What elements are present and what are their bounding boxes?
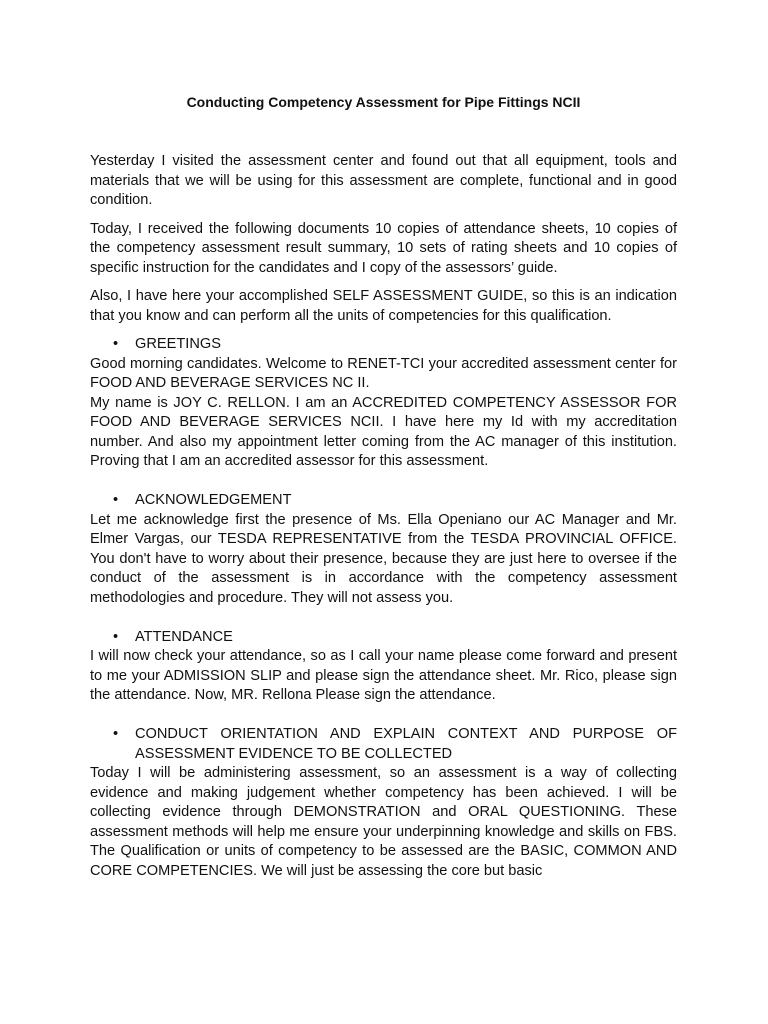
section-body-paragraph: Good morning candidates. Welcome to RENET-TCI your accredited assessment center for FOOD AND BEVERAGE SERVICES NC II. xyxy=(90,355,677,391)
section-attendance xyxy=(90,628,677,706)
section-greetings xyxy=(90,335,677,472)
document-title: Conducting Competency Assessment for Pipe Fittings NCII xyxy=(186,94,581,110)
section-body-paragraph: I will now check your attendance, so as I call your name please come forward and present to me your ADMISSION SLIP and please sign the attendance sheet. Mr. Rico, please sign the attendance. Now, MR. Rellona Please sign the attendance. xyxy=(90,648,677,703)
intro-paragraph-1: Yesterday I visited the assessment center and found out that all equipment, tools and materials that we will be using for this assessment are complete, functional and in good condition. xyxy=(90,153,677,208)
intro-paragraph-3: Also, I have here your accomplished SELF ASSESSMENT GUIDE, so this is an indication that you know and can perform all the units of competencies for this qualification. xyxy=(90,288,677,324)
section-body-paragraph: Today I will be administering assessment, so an assessment is a way of collecting evidence and making judgement whether competency has been achieved. I will be collecting evidence through DEMONSTRATION and ORAL QUESTIONING. These assessment methods will help me ensure your underpinning knowledge and skills on FBS. The Qualification or units of competency to be assessed are the BASIC, COMMON AND CORE COMPETENCIES. We will just be assessing the core but basic xyxy=(90,765,677,879)
bullet-icon: • xyxy=(113,492,119,508)
section-body-paragraph: My name is JOY C. RELLON. I am an ACCREDITED COMPETENCY ASSESSOR FOR FOOD AND BEVERAGE SERVICES NCII. I have here my Id with my accreditation number. And also my appointment letter coming from the AC manager of this institution. Proving that I am an accredited assessor for this assessment. xyxy=(90,394,677,469)
section-heading: ACKNOWLEDGEMENT xyxy=(135,492,292,508)
bullet-icon: • xyxy=(113,726,119,742)
section-heading: ATTENDANCE xyxy=(135,628,233,645)
section-acknowledgement xyxy=(90,491,677,608)
section-heading: CONDUCT ORIENTATION AND EXPLAIN CONTEXT AND PURPOSE OF ASSESSMENT EVIDENCE TO BE COLLECTED xyxy=(135,726,677,762)
section-heading-row xyxy=(90,491,677,511)
section-body-paragraph: Let me acknowledge first the presence of Ms. Ella Openiano our AC Manager and Mr. Elmer Vargas, our TESDA REPRESENTATIVE from the TESDA PROVINCIAL OFFICE. You don't have to worry about their presence, because they are just here to oversee if the conduct of the assessment is in accordance with the competency assessment methodologies and procedure. They will not assess you. xyxy=(90,511,677,606)
section-heading-row xyxy=(90,335,677,355)
document-page xyxy=(90,92,677,881)
bullet-icon: • xyxy=(113,336,119,352)
intro-paragraph-2: Today, I received the following documents 10 copies of attendance sheets, 10 copies of the competency assessment result summary, 10 sets of rating sheets and 10 copies of specific instruction for the candidates and I copy of the assessors’ guide. xyxy=(90,220,677,276)
bullet-icon: • xyxy=(113,628,119,645)
section-heading-row xyxy=(90,725,677,764)
section-heading-row xyxy=(90,628,677,648)
section-heading: GREETINGS xyxy=(135,336,221,352)
section-conduct-orientation xyxy=(90,725,677,881)
